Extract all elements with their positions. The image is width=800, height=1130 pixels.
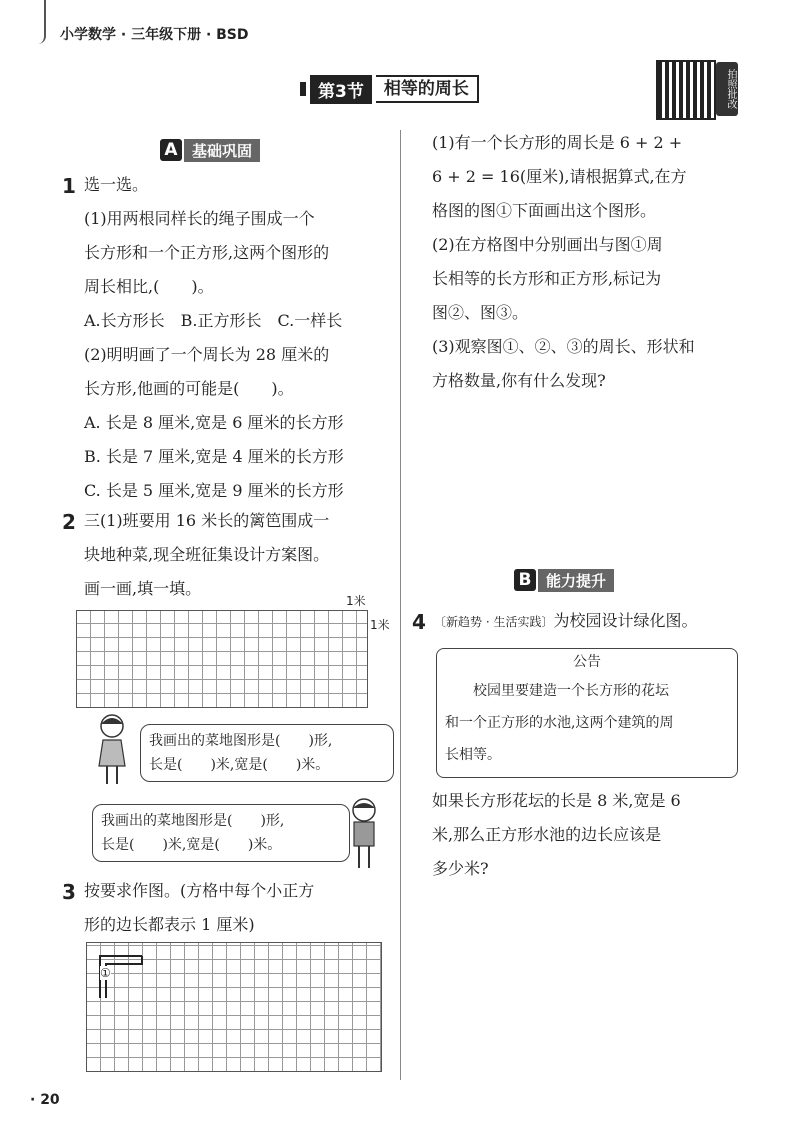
q2-line: 块地种菜,现全班征集设计方案图。	[84, 545, 330, 564]
q2-text	[84, 504, 329, 606]
part-b-letter: B	[514, 569, 536, 591]
girl-bubble-line: 长是( )米,宽是( )米。	[149, 757, 330, 773]
girl-figure-icon	[92, 712, 132, 788]
notice-box	[436, 648, 738, 778]
q1-line: A. 长是 8 厘米,宽是 6 厘米的长方形	[84, 413, 344, 432]
q1-line: (1)用两根同样长的绳子围成一个	[84, 209, 315, 228]
part-a-badge	[160, 138, 260, 162]
q2-line: 三(1)班要用 16 米长的篱笆围成一	[84, 511, 330, 530]
page-corner-decoration	[0, 0, 46, 44]
q3-text	[84, 874, 314, 942]
q3-sub-line: (1)有一个长方形的周长是 6 + 2 +	[432, 133, 683, 152]
notice-line: 和一个正方形的水池,这两个建筑的周	[445, 715, 674, 731]
q3-sub-line: (3)观察图①、②、③的周长、形状和	[432, 337, 695, 356]
photo-grade-tag: 拍照批改	[716, 62, 738, 116]
q4-text	[432, 784, 681, 886]
girl-bubble-line: 我画出的菜地图形是( )形,	[149, 733, 333, 749]
q4-heading	[434, 604, 697, 638]
notice-line: 校园里要建造一个长方形的花坛	[445, 683, 669, 699]
boy-bubble-line: 长是( )米,宽是( )米。	[101, 837, 282, 853]
boy-speech-bubble	[92, 804, 350, 862]
notice-title: 公告	[573, 654, 601, 670]
qr-code-icon[interactable]	[656, 60, 716, 120]
section-title: 相等的周长	[376, 75, 479, 103]
q4-number: 4	[412, 610, 426, 634]
q4-tag: 〔新趋势 · 生活实践〕	[434, 614, 554, 629]
part-a-title: 基础巩固	[184, 139, 260, 162]
q1-line: 长方形和一个正方形,这两个图形的	[84, 243, 330, 262]
boy-figure-icon	[344, 796, 384, 872]
q2-number: 2	[62, 510, 76, 534]
part-a-letter: A	[160, 139, 182, 161]
figure-1-shape	[86, 942, 146, 1012]
q3-sub-line: 方格数量,你有什么发现?	[432, 371, 606, 390]
q4-line: 米,那么正方形水池的边长应该是	[432, 825, 662, 844]
notice-line: 长相等。	[445, 747, 501, 763]
scale-horizontal-label: 1米	[346, 594, 366, 608]
q1-line: A.长方形长 B.正方形长 C.一样长	[84, 311, 343, 330]
q3-sub-line: 长相等的长方形和正方形,标记为	[432, 269, 662, 288]
q3-sub-line: (2)在方格图中分别画出与图①周	[432, 235, 663, 254]
q1-line: C. 长是 5 厘米,宽是 9 厘米的长方形	[84, 481, 344, 500]
q2-line: 画一画,填一填。	[84, 579, 202, 598]
column-divider	[400, 130, 401, 1080]
q3-sub-line: 6 + 2 = 16(厘米),请根据算式,在方	[432, 167, 687, 186]
q1-line: 长方形,他画的可能是( )。	[84, 379, 294, 398]
q1-line: 周长相比,( )。	[84, 277, 214, 296]
scale-vertical-label: 1米	[370, 618, 390, 632]
q3-number: 3	[62, 880, 76, 904]
q3-sub-line: 格图的图①下面画出这个图形。	[432, 201, 657, 220]
book-header: 小学数学 · 三年级下册 · BSD	[60, 27, 249, 43]
section-bar	[300, 82, 306, 96]
page-number: · 20	[30, 1092, 60, 1108]
q3-subquestions	[432, 126, 695, 398]
q4-line: 多少米?	[432, 859, 489, 878]
q4-line: 如果长方形花坛的长是 8 米,宽是 6	[432, 791, 681, 810]
q4-title: 为校园设计绿化图。	[553, 611, 698, 630]
girl-speech-bubble	[140, 724, 394, 782]
q1-line: (2)明明画了一个周长为 28 厘米的	[84, 345, 330, 364]
fence-design-grid[interactable]	[76, 610, 368, 708]
figure-1-label: ①	[100, 966, 111, 980]
q3-line: 按要求作图。(方格中每个小正方	[84, 881, 315, 900]
part-b-badge	[514, 568, 614, 592]
boy-bubble-line: 我画出的菜地图形是( )形,	[101, 813, 285, 829]
section-label: 第3节	[310, 75, 372, 104]
section-heading	[300, 76, 479, 102]
part-b-title: 能力提升	[538, 569, 614, 592]
q3-line: 形的边长都表示 1 厘米)	[84, 915, 255, 934]
q1-number: 1	[62, 174, 76, 198]
notice-body	[437, 675, 737, 771]
q3-sub-line: 图②、图③。	[432, 303, 529, 322]
q1-line: 选一选。	[84, 175, 149, 194]
q1-line: B. 长是 7 厘米,宽是 4 厘米的长方形	[84, 447, 344, 466]
q1-text	[84, 168, 344, 508]
